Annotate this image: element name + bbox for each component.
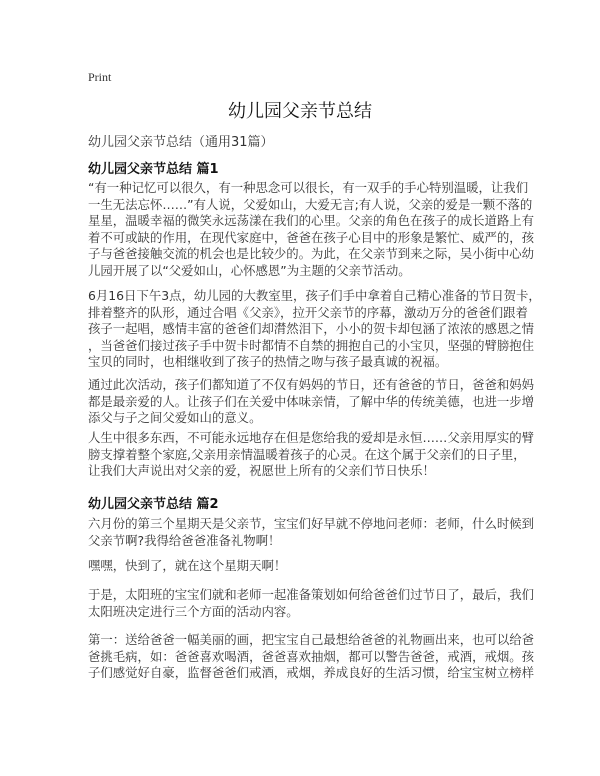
paragraph-line: 着不可或缺的作用，在现代家庭中，爸爸在孩子心目中的形象是繁忙、威严的，孩 [88, 229, 535, 245]
paragraph [88, 587, 534, 620]
paragraph-line: 排着整齐的队形，通过合唱《父亲》，拉开父亲节的序幕，激动万分的爸爸们跟着 [88, 304, 528, 320]
paragraph [88, 430, 534, 480]
paragraph-line: 六月份的第三个星期天是父亲节，宝宝们好早就不停地问老师：老师，什么时候到 [88, 516, 535, 531]
paragraph-line: 一生无法忘怀……”有人说，父爱如山，大爱无言;有人说，父亲的爱是一颗不落的 [88, 196, 533, 212]
paragraph-line: 宝贝的同时，也相继收到了孩子的热情之吻与孩子最真诚的祝福。 [88, 354, 448, 370]
paragraph [88, 632, 534, 682]
paragraph-line: 第一：送给爸爸一幅美丽的画，把宝宝自己最想给爸爸的礼物画出来，也可以给爸 [88, 632, 535, 647]
section-heading: 幼儿园父亲节总结 篇2 [88, 497, 219, 512]
paragraph [88, 377, 534, 427]
paragraph [88, 516, 534, 549]
paragraph-line: 通过此次活动，孩子们都知道了不仅有妈妈的节日，还有爸爸的节日，爸爸和妈妈 [88, 377, 535, 392]
paragraph [88, 288, 541, 371]
paragraph-line: 嘿嘿，快到了，就在这个星期天啊！ [88, 558, 287, 573]
section-heading: 幼儿园父亲节总结 篇1 [88, 162, 219, 177]
paragraph-line: 父亲节啊?我得给爸爸准备礼物啊！ [88, 532, 281, 548]
paragraph-line: 让我们大声说出对父亲的爱，祝愿世上所有的父亲们节日快乐！ [88, 463, 435, 479]
document-subtitle: 幼儿园父亲节总结（通用31篇） [88, 135, 274, 150]
paragraph-line: “有一种记忆可以很久，有一种思念可以很长，有一双手的手心特别温暖，让我们 [88, 180, 529, 195]
paragraph-line: 膀支撑着整个家庭,父亲用亲情温暖着孩子的心灵。在这个属于父亲们的日子里， [88, 446, 526, 462]
paragraph-line: 6月16日下午3点，幼儿园的大教室里，孩子们手中拿着自己精心准备的节日贺卡， [88, 288, 541, 303]
paragraph-line: ，当爸爸们接过孩子手中贺卡时都情不自禁的拥抱自己的小宝贝，坚强的臂膀抱住 [88, 337, 535, 353]
paragraph [88, 180, 534, 280]
page-title: 幼儿园父亲节总结 [228, 101, 372, 122]
paragraph [88, 558, 286, 575]
paragraph-line: 添父与子之间父爱如山的意义。 [88, 410, 262, 426]
paragraph-line: 于是，太阳班的宝宝们就和老师一起准备策划如何给爸爸们过节日了，最后，我们 [88, 587, 535, 602]
paragraph-line: 子与爸爸接触交流的机会也是比较少的。为此，在父亲节到来之际，吴小街中心幼 [88, 246, 535, 262]
print-link[interactable]: Print [88, 70, 112, 84]
paragraph-line: 星星，温暖幸福的微笑永远荡漾在我们的心里。父亲的角色在孩子的成长道路上有 [88, 213, 535, 229]
paragraph-line: 儿园开展了以“父爱如山，心怀感恩”为主题的父亲节活动。 [88, 262, 411, 278]
paragraph-line: 太阳班决定进行三个方面的活动内容。 [88, 603, 299, 619]
paragraph-line: 爸挑毛病，如：爸爸喜欢喝酒，爸爸喜欢抽烟，都可以警告爸爸，戒酒，戒烟。孩 [88, 648, 535, 664]
paragraph-line: 子们感觉好自豪，监督爸爸们戒酒，戒烟，养成良好的生活习惯，给宝宝树立榜样 [88, 665, 535, 681]
paragraph-line: 人生中很多东西，不可能永远地存在但是您给我的爱却是永恒……父亲用厚实的臂 [88, 430, 535, 445]
paragraph-line: 都是最亲爱的人。让孩子们在关爱中体味亲情，了解中华的传统美德，也进一步增 [88, 393, 535, 409]
paragraph-line: 孩子一起唱，感情丰富的爸爸们却潸然泪下，小小的贺卡却包涵了浓浓的感恩之情 [88, 321, 535, 337]
